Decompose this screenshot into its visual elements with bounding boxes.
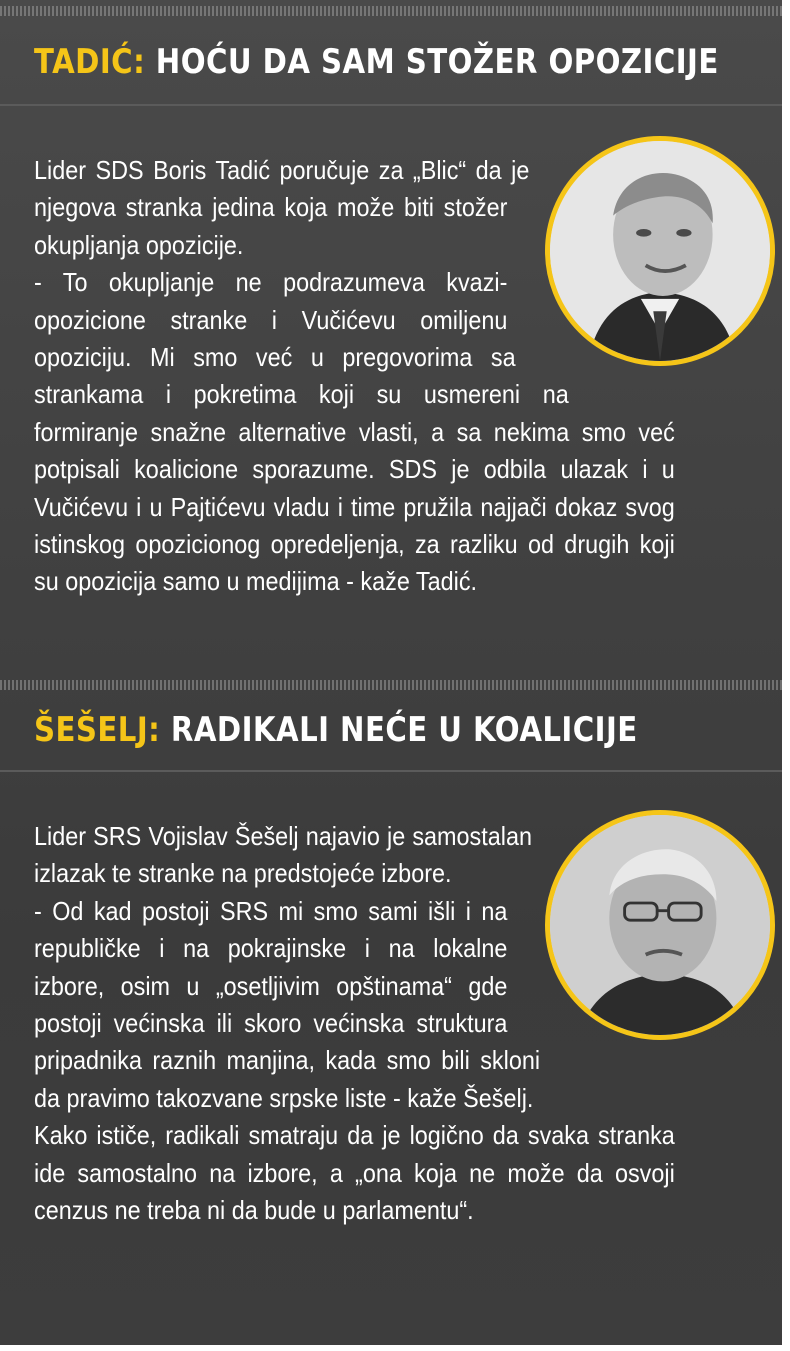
section2-paragraph-3: Kako ističe, radikali smatraju da je logično da svaka stranka ide samostalno na izbore, a „ona koja ne može da osvoji cenzus ne treba ni da bude u parlamentu“.: [34, 1120, 675, 1226]
section1-paragraph-2: - To okupljanje ne podrazumeva kvazi-opozicione stranke i Vučićevu omiljenu opoziciju. Mi smo već u pregovorima sa strankama i pokretima koji su usmereni na formiranje snažne alternative vlasti, a sa nekima smo već potpisali koalicione sporazume. SDS je odbila ulazak i u Vučićevu i u Pajtićevu vladu i time pružila najjači dokaz svog istinskog opozicionog opredeljenja, za razliku od drugih koji su opozicija samo u medijima - kaže Tadić.: [34, 267, 675, 597]
section1-body: [34, 152, 675, 601]
section1-heading-name: TADIĆ:: [34, 42, 146, 82]
top-stripe: [0, 6, 782, 16]
section2-paragraph-2: - Od kad postoji SRS mi smo sami išli i na republičke i na pokrajinske i na lokalne izbore, osim u „osetljivim opštinama“ gde postoji većinska ili skoro većinska struktura pripadnika raznih manjina, kada smo bili skloni da pravimo takozvane srpske liste - kaže Šešelj.: [34, 895, 541, 1113]
section2-rule: [0, 770, 782, 772]
section2-heading-title: RADIKALI NEĆE U KOALICIJE: [170, 710, 638, 750]
section2-body: [34, 818, 675, 1229]
section1-paragraph-1: Lider SDS Boris Tadić poručuje za „Blic“ da je njegova stranka jedina koja može biti stožer okupljanja opozicije.: [34, 155, 530, 260]
section2-heading: [34, 710, 638, 750]
section2-paragraph-1: Lider SRS Vojislav Šešelj najavio je samostalan izlazak te stranke na predstojeće izbore.: [34, 821, 533, 889]
section1-heading-title: HOĆU DA SAM STOŽER OPOZICIJE: [155, 42, 719, 82]
section1-rule: [0, 104, 782, 106]
middle-stripe: [0, 680, 782, 690]
section1-heading: [34, 42, 719, 82]
section2-heading-name: ŠEŠELJ:: [34, 710, 161, 750]
